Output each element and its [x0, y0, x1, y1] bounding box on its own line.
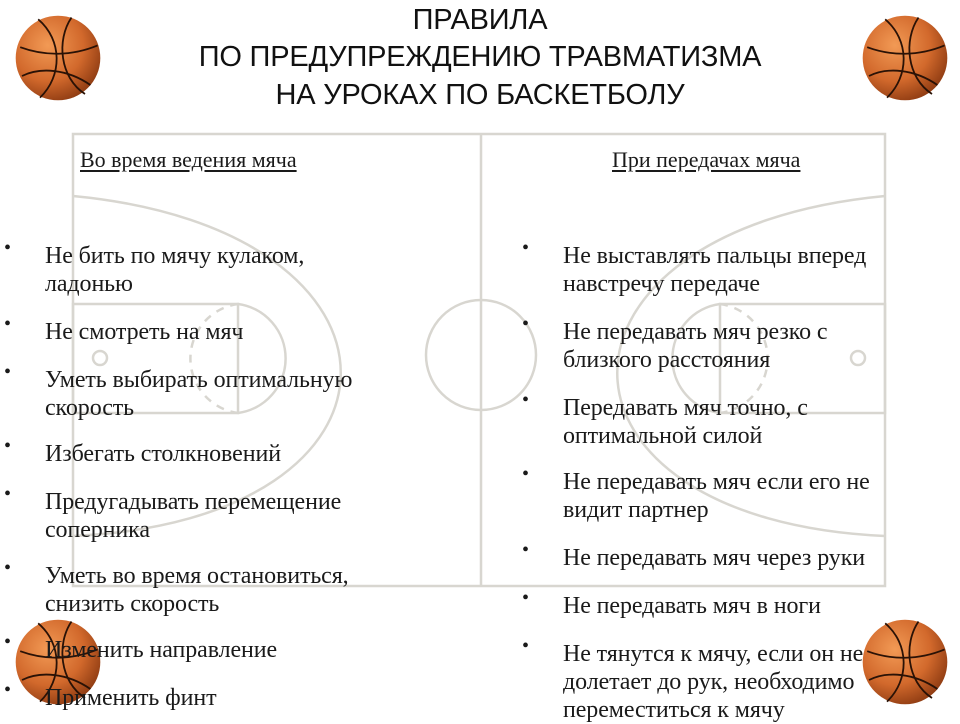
rule-item: [45, 366, 352, 422]
rule-item-line: Уметь во время остановиться,: [45, 563, 349, 589]
rule-item-line: снизить скорость: [45, 591, 220, 617]
rule-item: [45, 242, 304, 298]
rule-item-line: Передавать мяч точно, с: [563, 395, 808, 421]
rule-item-line: Избегать столкновений: [45, 441, 281, 467]
bullet-marker: •: [522, 237, 530, 259]
bullet-marker: •: [4, 361, 12, 383]
bullet-marker: •: [4, 483, 12, 505]
rule-item: [45, 440, 281, 468]
rule-item-line: оптимальной силой: [563, 423, 763, 449]
rule-item-line: видит партнер: [563, 497, 709, 523]
title-line-1: ПРАВИЛА: [412, 4, 548, 36]
rule-item-line: Не смотреть на мяч: [45, 319, 244, 345]
bullet-marker: •: [522, 587, 530, 609]
bullet-marker: •: [522, 313, 530, 335]
rule-item: [45, 488, 341, 544]
rule-item: [563, 394, 808, 450]
basketball-icon: [860, 13, 950, 103]
rule-item: [45, 636, 277, 664]
bullet-marker: •: [4, 435, 12, 457]
basketball-icon: [13, 13, 103, 103]
rule-item-line: долетает до рук, необходимо: [563, 669, 855, 695]
bullet-marker: •: [522, 635, 530, 657]
bullet-marker: •: [522, 539, 530, 561]
rule-item-line: Не выставлять пальцы вперед: [563, 243, 867, 269]
bullet-marker: •: [4, 679, 12, 701]
bullet-marker: •: [522, 389, 530, 411]
rule-item: [45, 318, 243, 346]
rule-item-line: Уметь выбирать оптимальную: [45, 367, 353, 393]
rule-item: [45, 562, 349, 618]
rule-item-line: Не передавать мяч если его не: [563, 469, 870, 495]
rule-item-line: Применить финт: [45, 685, 217, 711]
rule-item-line: Не передавать мяч в ноги: [563, 593, 821, 619]
rule-item: [563, 544, 865, 572]
bullet-marker: •: [4, 631, 12, 653]
rule-item-line: ладонью: [45, 271, 133, 297]
title-line-3: НА УРОКАХ ПО БАСКЕТБОЛУ: [275, 79, 685, 111]
bullet-marker: •: [4, 313, 12, 335]
rule-item-line: Не тянутся к мячу, если он не: [563, 641, 864, 667]
basketball-icon: [860, 617, 950, 707]
rule-item-line: Изменить направление: [45, 637, 278, 663]
rule-item-line: соперника: [45, 517, 150, 543]
left-column-heading: Во время ведения мяча: [80, 147, 297, 172]
rule-item: [563, 468, 870, 524]
rule-item-line: Не передавать мяч через руки: [563, 545, 865, 571]
title-line-2: ПО ПРЕДУПРЕЖДЕНИЮ ТРАВМАТИЗМА: [198, 41, 762, 73]
rule-item-line: Не бить по мячу кулаком,: [45, 243, 305, 269]
rule-item: [563, 318, 827, 374]
rule-item: [563, 592, 821, 620]
bullet-marker: •: [4, 557, 12, 579]
bullet-marker: •: [522, 463, 530, 485]
rule-item-line: близкого расстояния: [563, 347, 771, 373]
rule-item-line: переместиться к мячу: [563, 697, 785, 723]
rule-item-line: скорость: [45, 395, 134, 421]
rule-item-line: навстречу передаче: [563, 271, 760, 297]
rule-item: [563, 242, 866, 298]
rule-item: [45, 684, 216, 712]
bullet-marker: •: [4, 237, 12, 259]
rule-item: [563, 640, 863, 724]
right-column-heading: При передачах мяча: [612, 147, 801, 172]
rule-item-line: Предугадывать перемещение: [45, 489, 342, 515]
rule-item-line: Не передавать мяч резко с: [563, 319, 828, 345]
